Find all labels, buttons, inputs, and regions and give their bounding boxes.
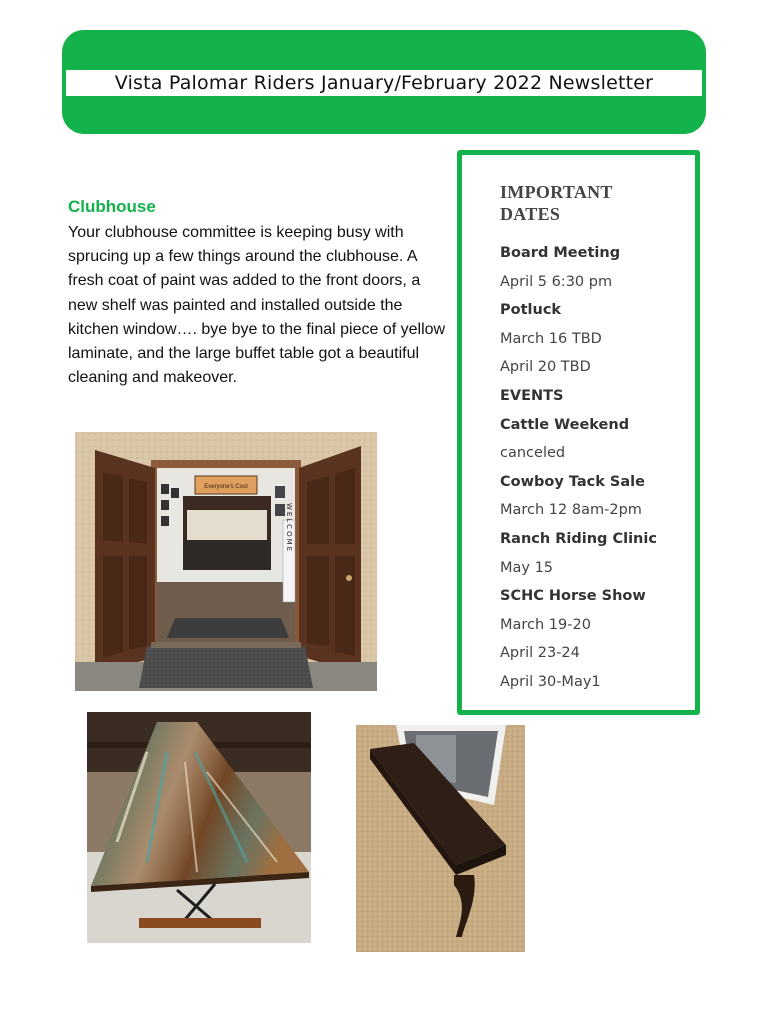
clubhouse-article	[68, 197, 448, 390]
dates-label: EVENTS	[500, 387, 564, 404]
dates-value: canceled	[500, 445, 566, 462]
newsletter-banner	[62, 30, 706, 134]
article-body: Your clubhouse committee is keeping busy with sprucing up a few things around the clubhouse. A fresh coat of paint was added to the front doors, a new shelf was painted and installed outside the kitchen window…. bye bye to the final piece of yellow laminate, and the large buffet table got a beautiful cleaning and makeover.	[68, 224, 446, 387]
dates-value: March 16 TBD	[500, 330, 602, 347]
buffet-table-photo	[87, 712, 311, 943]
dates-label: Cowboy Tack Sale	[500, 473, 645, 490]
dates-value: March 19-20	[500, 616, 591, 633]
doors-top-sign: Everyone's Cool	[204, 484, 248, 490]
dates-label: Ranch Riding Clinic	[500, 530, 657, 547]
dates-label: Potluck	[500, 302, 562, 319]
dates-value: April 5 6:30 pm	[500, 273, 613, 290]
important-dates-list	[500, 239, 690, 697]
article-heading: Clubhouse	[68, 197, 156, 216]
dates-label: Board Meeting	[500, 245, 621, 261]
dates-value: April 20 TBD	[500, 359, 591, 376]
newsletter-title: Vista Palomar Riders January/February 2022 Newsletter	[114, 72, 654, 94]
banner-title-strip	[66, 70, 702, 96]
dates-label: SCHC Horse Show	[500, 588, 646, 605]
doors-welcome-sign: WELCOME	[285, 502, 293, 554]
dates-value: May 15	[500, 559, 554, 576]
important-dates-heading: IMPORTANT DATES	[500, 182, 613, 224]
dates-label: Cattle Weekend	[500, 416, 630, 433]
clubhouse-doors-photo	[75, 432, 377, 691]
window-shelf-photo	[356, 725, 525, 952]
dates-value: March 12 8am-2pm	[500, 502, 642, 519]
important-dates-box	[457, 150, 700, 715]
dates-value: April 30-May1	[500, 673, 601, 690]
dates-value: April 23-24	[500, 645, 580, 662]
